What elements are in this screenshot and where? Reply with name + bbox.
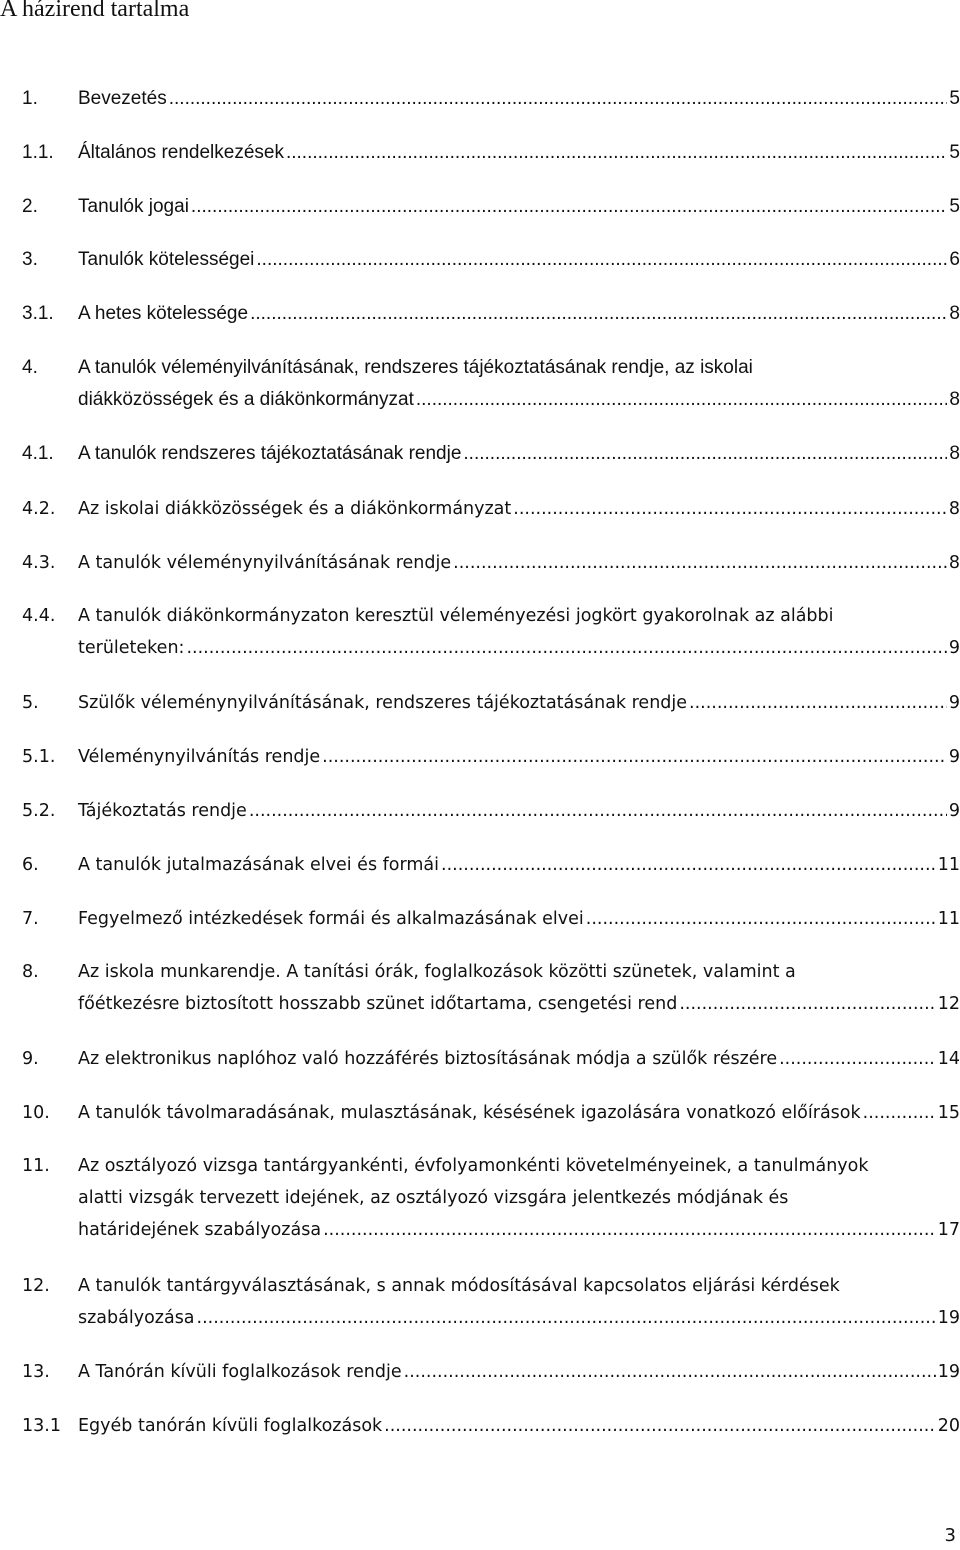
- toc-entry-text: [78, 352, 960, 416]
- dot-leader: [249, 795, 947, 827]
- toc-entry-text: [78, 687, 960, 719]
- toc-entry-number: 9.: [22, 1049, 39, 1069]
- toc-entry-line: határidejének szabályozása: [78, 1220, 322, 1240]
- dot-leader: [416, 384, 948, 416]
- toc-entry-line: A tanulók véleményilvánításának, rendszeres tájékoztatásának rendje, az iskolai: [78, 357, 753, 378]
- toc-entry-line: Fegyelmező intézkedések formái és alkalmazásának elvei: [78, 909, 584, 929]
- toc-entry-text: [78, 191, 960, 223]
- toc-entry-text: [78, 903, 960, 935]
- toc-entry-line: Az iskola munkarendje. A tanítási órák, foglalkozások közötti szünetek, valamint a: [78, 962, 796, 982]
- toc-entry-text: [78, 1150, 960, 1246]
- dot-leader: [513, 493, 947, 525]
- toc-entry-page: 5: [949, 88, 960, 109]
- page-title: A házirend tartalma: [0, 0, 190, 22]
- toc-entry-page: 5: [949, 142, 960, 163]
- dot-leader: [169, 83, 948, 115]
- toc-entry-line: alatti vizsgák tervezett idejének, az osztályozó vizsgára jelentkezés módjának és: [78, 1188, 789, 1208]
- toc-entry-number: 3.: [22, 249, 38, 270]
- toc-entry-line: Véleménynyilvánítás rendje: [78, 747, 321, 767]
- toc-entry-page: 9: [948, 747, 960, 767]
- toc-entry-line: A tanulók távolmaradásának, mulasztásának, késésének igazolására vonatkozó előírások: [78, 1103, 861, 1123]
- toc-entry-number: 1.1.: [22, 142, 54, 163]
- toc-entry-page: 17: [937, 1220, 960, 1240]
- toc-entry-number: 5.1.: [22, 747, 56, 767]
- dot-leader: [404, 1356, 936, 1388]
- toc-entry-text: [78, 137, 960, 169]
- toc-entry-number: 4.3.: [22, 553, 56, 573]
- toc-entry-page: 8: [949, 303, 960, 324]
- toc-entry-number: 4.: [22, 357, 38, 378]
- toc-entry-line: A tanulók tantárgyválasztásának, s annak módosításával kapcsolatos eljárási kérdések: [78, 1276, 840, 1296]
- dot-leader: [323, 1214, 936, 1246]
- toc-entry-line: főétkezésre biztosított hosszabb szünet időtartama, csengetési rend: [78, 994, 678, 1014]
- page-number: 3: [944, 1525, 956, 1546]
- toc-entry-page: 20: [937, 1416, 960, 1436]
- toc-entry-line: Tájékoztatás rendje: [78, 801, 247, 821]
- toc-entry-number: 10.: [22, 1103, 50, 1123]
- toc-entry-text: [78, 1097, 960, 1129]
- toc-entry-page: 9: [948, 638, 960, 658]
- toc-entry-page: 5: [949, 196, 960, 217]
- dot-leader: [322, 741, 947, 773]
- toc-entry-text: [78, 1270, 960, 1334]
- toc-entry-number: 6.: [22, 855, 39, 875]
- toc-entry-page: 11: [937, 855, 960, 875]
- toc-entry-line: Általános rendelkezések: [78, 142, 284, 163]
- toc-entry-text: [78, 298, 960, 330]
- toc-entry-page: 8: [948, 499, 960, 519]
- toc-entry-text: [78, 795, 960, 827]
- dot-leader: [779, 1043, 936, 1075]
- toc-entry-line: Egyéb tanórán kívüli foglalkozások: [78, 1416, 383, 1436]
- dot-leader: [384, 1410, 936, 1442]
- toc-entry-line: Tanulók jogai: [78, 196, 189, 217]
- toc-entry-line: A hetes kötelessége: [78, 303, 249, 324]
- toc-entry-number: 12.: [22, 1276, 50, 1296]
- toc-entry-line: Bevezetés: [78, 88, 167, 109]
- toc-entry-text: [78, 438, 960, 470]
- toc-entry-line: Az elektronikus naplóhoz való hozzáférés biztosításának módja a szülők részére: [78, 1049, 778, 1069]
- toc-entry-text: [78, 547, 960, 579]
- toc-entry-text: [78, 600, 960, 664]
- toc-entry-page: 6: [949, 249, 960, 270]
- dot-leader: [679, 988, 935, 1020]
- toc-entry-number: 4.4.: [22, 606, 56, 626]
- toc-entry-line: A tanulók jutalmazásának elvei és formái: [78, 855, 440, 875]
- dot-leader: [689, 687, 947, 719]
- toc-entry-page: 14: [937, 1049, 960, 1069]
- toc-entry-page: 12: [937, 994, 960, 1014]
- toc-entry-line: A Tanórán kívüli foglalkozások rendje: [78, 1362, 402, 1382]
- dot-leader: [286, 137, 947, 169]
- toc-entry-page: 9: [948, 693, 960, 713]
- dot-leader: [186, 632, 946, 664]
- dot-leader: [250, 298, 947, 330]
- dot-leader: [191, 191, 948, 223]
- toc-entry-page: 19: [937, 1362, 960, 1382]
- toc-entry-line: Szülők véleménynyilvánításának, rendszeres tájékoztatásának rendje: [78, 693, 688, 713]
- dot-leader: [256, 244, 947, 276]
- toc-entry-line: A tanulók diákönkormányzaton keresztül véleményezési jogkört gyakorolnak az alábbi: [78, 606, 834, 626]
- toc-entry-text: [78, 1410, 960, 1442]
- toc-entry-page: 9: [948, 801, 960, 821]
- toc-entry-text: [78, 244, 960, 276]
- toc-entry-page: 11: [937, 909, 960, 929]
- toc-entry-page: 19: [937, 1308, 960, 1328]
- dot-leader: [463, 438, 947, 470]
- dot-leader: [863, 1097, 936, 1129]
- toc-entry-line: területeken:: [78, 638, 185, 658]
- toc-entry-number: 4.1.: [22, 443, 54, 464]
- toc-entry-line: Tanulók kötelességei: [78, 249, 255, 270]
- toc-entry-line: Az osztályozó vizsga tantárgyankénti, évfolyamonkénti követelményeinek, a tanulmányok: [78, 1156, 869, 1176]
- toc-entry-page: 8: [949, 443, 960, 464]
- toc-entry-number: 5.: [22, 693, 39, 713]
- toc-entry-text: [78, 849, 960, 881]
- toc-entry-number: 4.2.: [22, 499, 56, 519]
- toc-entry-number: 8.: [22, 962, 39, 982]
- toc-entry-line: A tanulók rendszeres tájékoztatásának rendje: [78, 443, 462, 464]
- toc-entry-number: 3.1.: [22, 303, 54, 324]
- toc-entry-number: 13.1: [22, 1416, 61, 1436]
- toc-entry-number: 13.: [22, 1362, 50, 1382]
- toc-entry-number: 1.: [22, 88, 38, 109]
- toc-entry-text: [78, 741, 960, 773]
- toc-entry-text: [78, 1356, 960, 1388]
- toc-entry-number: 7.: [22, 909, 39, 929]
- toc-entry-page: 15: [937, 1103, 960, 1123]
- toc-entry-line: Az iskolai diákközösségek és a diákönkormányzat: [78, 499, 512, 519]
- dot-leader: [441, 849, 936, 881]
- toc-entry-text: [78, 83, 960, 115]
- toc-entry-number: 11.: [22, 1156, 50, 1176]
- toc-entry-text: [78, 956, 960, 1020]
- dot-leader: [197, 1302, 936, 1334]
- toc-entry-number: 2.: [22, 196, 38, 217]
- dot-leader: [586, 903, 936, 935]
- toc-entry-text: [78, 1043, 960, 1075]
- toc-entry-line: A tanulók véleménynyilvánításának rendje: [78, 553, 452, 573]
- toc-entry-page: 8: [948, 553, 960, 573]
- toc-entry-text: [78, 493, 960, 525]
- dot-leader: [453, 547, 947, 579]
- toc-entry-line: szabályozása: [78, 1308, 195, 1328]
- toc-entry-number: 5.2.: [22, 801, 56, 821]
- toc-entry-line: diákközösségek és a diákönkormányzat: [78, 389, 414, 410]
- toc-entry-page: 8: [949, 389, 960, 410]
